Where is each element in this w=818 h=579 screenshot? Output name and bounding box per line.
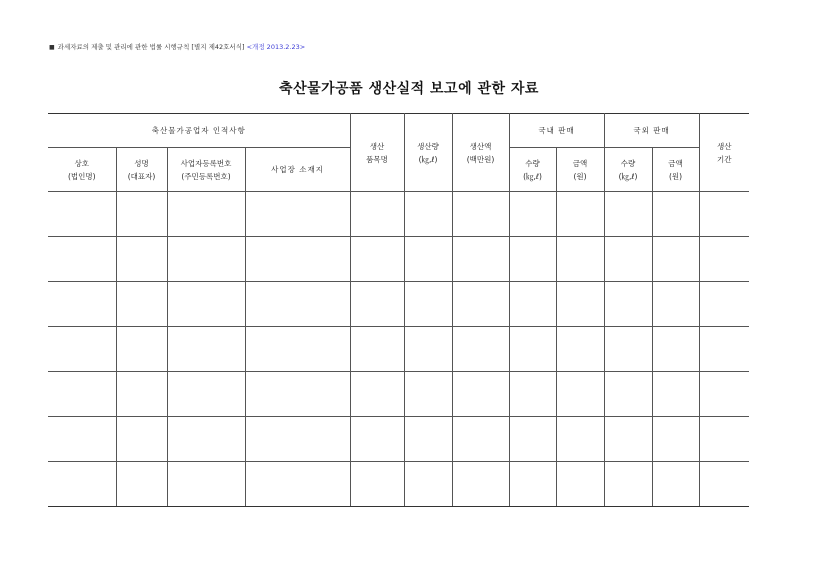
table-cell[interactable]: [509, 327, 556, 372]
table-cell[interactable]: [116, 462, 167, 507]
table-cell[interactable]: [452, 327, 509, 372]
business-address-header: 사업장 소재지: [245, 148, 350, 192]
table-cell[interactable]: [699, 372, 749, 417]
table-row: [48, 462, 749, 507]
table-cell[interactable]: [699, 237, 749, 282]
product-name-line1: 생산: [369, 141, 385, 151]
table-cell[interactable]: [604, 192, 652, 237]
domestic-quantity-header: [509, 148, 556, 192]
table-cell[interactable]: [604, 462, 652, 507]
domestic-quantity-line2: (㎏,ℓ): [523, 171, 542, 181]
table-cell[interactable]: [452, 237, 509, 282]
table-cell[interactable]: [604, 327, 652, 372]
table-cell[interactable]: [48, 192, 116, 237]
production-quantity-line1: 생산량: [417, 141, 439, 151]
page-title: 축산물가공품 생산실적 보고에 관한 자료: [279, 81, 539, 97]
foreign-quantity-line1: 수량: [620, 158, 636, 168]
table-cell[interactable]: [452, 372, 509, 417]
table-cell[interactable]: [509, 372, 556, 417]
domestic-amount-header: [556, 148, 604, 192]
table-cell[interactable]: [404, 462, 452, 507]
foreign-quantity-header: [604, 148, 652, 192]
table-cell[interactable]: [48, 417, 116, 462]
foreign-quantity-line2: (㎏,ℓ): [618, 171, 638, 181]
domestic-amount-line2: (원): [573, 171, 587, 181]
business-registration-line2: (주민등록번호): [181, 171, 231, 181]
production-amount-line2: (백만원): [466, 154, 495, 164]
table-cell[interactable]: [116, 237, 167, 282]
table-cell[interactable]: [245, 372, 350, 417]
table-cell[interactable]: [350, 327, 404, 372]
table-cell[interactable]: [652, 417, 699, 462]
form-reference-note: [49, 42, 305, 51]
report-table: [48, 113, 749, 507]
foreign-sales-group-header: 국외 판매: [604, 114, 699, 148]
foreign-amount-line2: (원): [668, 171, 683, 181]
table-cell[interactable]: [245, 237, 350, 282]
table-row: [48, 237, 749, 282]
table-cell[interactable]: [48, 327, 116, 372]
table-row: [48, 327, 749, 372]
table-cell[interactable]: [556, 327, 604, 372]
table-cell[interactable]: [404, 282, 452, 327]
table-cell[interactable]: [699, 417, 749, 462]
table-cell[interactable]: [556, 372, 604, 417]
production-amount-line1: 생산액: [469, 141, 492, 151]
table-cell[interactable]: [699, 192, 749, 237]
table-cell[interactable]: [48, 462, 116, 507]
table-cell[interactable]: [556, 192, 604, 237]
table-cell[interactable]: [652, 327, 699, 372]
amendment-link[interactable]: <개정 2013.2.23>: [246, 43, 306, 51]
table-cell[interactable]: [509, 417, 556, 462]
production-quantity-line2: (㎏,ℓ): [418, 154, 438, 164]
table-cell[interactable]: [452, 462, 509, 507]
table-cell[interactable]: [404, 327, 452, 372]
table-cell[interactable]: [604, 372, 652, 417]
table-cell[interactable]: [699, 462, 749, 507]
table-cell[interactable]: [167, 327, 245, 372]
production-amount-header: [452, 114, 509, 192]
production-period-line1: 생산: [717, 141, 732, 151]
square-bullet-icon: ■: [49, 44, 55, 51]
table-cell[interactable]: [404, 417, 452, 462]
table-cell[interactable]: [652, 237, 699, 282]
data-rows: [48, 192, 749, 507]
trade-name-header: [48, 148, 116, 192]
table-cell[interactable]: [350, 417, 404, 462]
table-cell[interactable]: [116, 192, 167, 237]
form-regulation-text: 과세자료의 제출 및 관리에 관한 법률 시행규칙 [별지 제42호서식]: [57, 43, 245, 51]
table-cell[interactable]: [452, 417, 509, 462]
table-cell[interactable]: [556, 462, 604, 507]
table-cell[interactable]: [116, 417, 167, 462]
table-cell[interactable]: [604, 417, 652, 462]
table-cell[interactable]: [699, 282, 749, 327]
table-cell[interactable]: [167, 282, 245, 327]
table-cell[interactable]: [116, 327, 167, 372]
table-cell[interactable]: [509, 282, 556, 327]
business-info-group-header: 축산물가공업자 인적사항: [48, 114, 350, 148]
table-cell[interactable]: [556, 237, 604, 282]
table-cell[interactable]: [167, 372, 245, 417]
production-quantity-header: [404, 114, 452, 192]
representative-name-line2: (대표자): [127, 171, 156, 181]
table-cell[interactable]: [404, 192, 452, 237]
table-cell[interactable]: [167, 462, 245, 507]
table-cell[interactable]: [556, 282, 604, 327]
table-cell[interactable]: [452, 282, 509, 327]
foreign-amount-line1: 금액: [668, 158, 683, 168]
table-cell[interactable]: [167, 192, 245, 237]
production-period-header: [699, 114, 749, 192]
foreign-amount-header: [652, 148, 699, 192]
table-cell[interactable]: [116, 282, 167, 327]
domestic-sales-group-header: 국내 판매: [509, 114, 604, 148]
domestic-amount-line1: 금액: [572, 158, 588, 168]
table-cell[interactable]: [509, 192, 556, 237]
table-cell[interactable]: [48, 372, 116, 417]
table-cell[interactable]: [245, 462, 350, 507]
table-cell[interactable]: [116, 372, 167, 417]
table-row: [48, 282, 749, 327]
table-cell[interactable]: [350, 237, 404, 282]
table-cell[interactable]: [245, 282, 350, 327]
table-cell[interactable]: [350, 372, 404, 417]
table-cell[interactable]: [48, 282, 116, 327]
table-cell[interactable]: [48, 237, 116, 282]
table-cell[interactable]: [167, 417, 245, 462]
table-cell[interactable]: [404, 372, 452, 417]
table-cell[interactable]: [245, 192, 350, 237]
business-registration-header: [167, 148, 245, 192]
table-row: [48, 372, 749, 417]
table-cell[interactable]: [404, 237, 452, 282]
representative-name-line1: 성명: [134, 158, 149, 168]
table-cell[interactable]: [652, 282, 699, 327]
table-cell[interactable]: [509, 237, 556, 282]
product-name-line2: 품목명: [366, 154, 388, 164]
table-cell[interactable]: [350, 462, 404, 507]
table-row: [48, 417, 749, 462]
table-cell[interactable]: [167, 237, 245, 282]
domestic-quantity-line1: 수량: [525, 158, 540, 168]
table-cell[interactable]: [604, 282, 652, 327]
trade-name-line2: (법인명): [67, 171, 96, 181]
table-cell[interactable]: [652, 192, 699, 237]
table-cell[interactable]: [245, 417, 350, 462]
product-name-header: [350, 114, 404, 192]
table-cell[interactable]: [652, 462, 699, 507]
production-period-line2: 기간: [717, 154, 732, 164]
table-cell[interactable]: [245, 327, 350, 372]
trade-name-line1: 상호: [74, 158, 89, 168]
table-cell[interactable]: [350, 192, 404, 237]
business-registration-line1: 사업자등록번호: [180, 158, 232, 168]
representative-name-header: [116, 148, 167, 192]
table-cell[interactable]: [604, 237, 652, 282]
table-cell[interactable]: [652, 372, 699, 417]
table-cell[interactable]: [350, 282, 404, 327]
table-cell[interactable]: [452, 192, 509, 237]
table-cell[interactable]: [509, 462, 556, 507]
table-cell[interactable]: [699, 327, 749, 372]
table-cell[interactable]: [556, 417, 604, 462]
table-row: [48, 192, 749, 237]
